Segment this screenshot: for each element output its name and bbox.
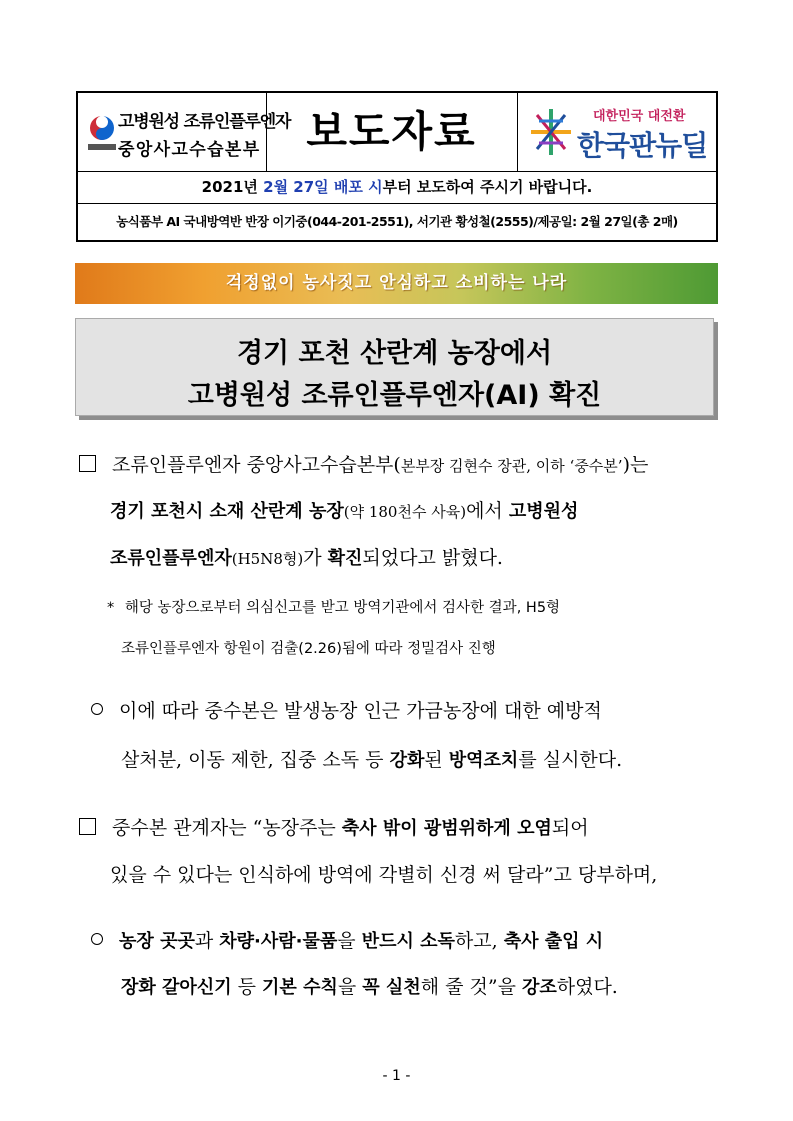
text: )는 <box>622 454 649 476</box>
text: 반드시 소독 <box>361 931 455 952</box>
text: 꼭 실천 <box>362 977 421 998</box>
text: 해당 농장으로부터 의심신고를 받고 방역기관에서 검사한 결과, H5형 <box>124 600 561 616</box>
footnote-line-1 <box>107 596 560 617</box>
text: 하고, <box>454 930 504 952</box>
text: 본부장 김현수 장관, 이하 ‘중수본’ <box>400 457 623 475</box>
text: 등 <box>231 976 263 998</box>
text: 고병원성 <box>508 501 579 522</box>
text: 하였다. <box>556 976 618 998</box>
release-text-b: 부터 보도하여 주시기 바랍니다. <box>382 178 593 196</box>
text: 방역조치 <box>448 750 519 771</box>
text: 를 실시한다. <box>518 749 623 771</box>
text: 기본 수칙 <box>262 977 338 998</box>
text: 차량·사람·물품 <box>219 931 338 952</box>
text: 강조 <box>521 977 557 998</box>
text: 중수본 관계자는 “농장주는 <box>112 817 342 839</box>
paragraph-4-line-1 <box>91 926 603 953</box>
government-emblem-icon <box>86 112 118 152</box>
circle-bullet-icon <box>91 703 103 715</box>
header-top-row <box>78 93 716 172</box>
headline-box <box>75 318 714 416</box>
press-release-title: 보도자료 <box>306 107 477 156</box>
text: 된 <box>424 749 449 771</box>
text: 조류인플루엔자 <box>110 548 232 569</box>
text: 축사 출입 시 <box>503 931 604 952</box>
text: 장화 갈아신기 <box>121 977 232 998</box>
newdeal-subtitle: 대한민국 대전환 <box>593 109 686 124</box>
paragraph-4-line-2 <box>121 972 618 999</box>
text: 을 <box>337 976 363 998</box>
text: (H5N8형) <box>231 550 304 568</box>
paragraph-3-line-1 <box>79 813 589 840</box>
text: 되어 <box>551 817 589 839</box>
footnote-star: * <box>107 600 115 616</box>
text: 에서 <box>466 500 509 522</box>
agency-name-line1: 고병원성 조류인플루엔자 <box>118 112 291 132</box>
text: 경기 포천시 소재 산란계 농장 <box>110 501 344 522</box>
newdeal-logo-cell <box>517 93 716 171</box>
headline-line2: 고병원성 조류인플루엔자(AI) 확진 <box>187 380 602 411</box>
text: 확진 <box>327 548 363 569</box>
text: 살처분, 이동 제한, 집중 소독 등 <box>121 749 390 771</box>
footnote-line-2: 조류인플루엔자 항원이 검출(2.26)됨에 따라 정밀검사 진행 <box>121 641 496 657</box>
paragraph-1-line-3 <box>110 543 503 570</box>
square-bullet-icon <box>79 455 96 472</box>
text: 가 <box>303 547 328 569</box>
text: 을 <box>337 930 362 952</box>
agency-name-line2: 중앙사고수습본부 <box>118 140 261 160</box>
text: 축사 밖이 광범위하게 오염 <box>341 818 552 839</box>
newdeal-title: 한국판뉴딜 <box>577 129 708 162</box>
text: 강화 <box>389 750 425 771</box>
square-bullet-icon <box>79 818 96 835</box>
circle-bullet-icon <box>91 933 103 945</box>
slogan-banner <box>75 263 718 304</box>
paragraph-2-line-1 <box>91 696 602 723</box>
contact-row: 농식품부 AI 국내방역반 반장 이기중(044-201-2551), 서기관 황성철(2555)/제공일: 2월 27일(총 2매) <box>116 214 678 229</box>
headline-line1: 경기 포천 산란계 농장에서 <box>236 338 553 369</box>
text: 과 <box>194 930 220 952</box>
paragraph-2-line-2 <box>121 745 622 772</box>
title-cell <box>266 93 518 171</box>
text: (약 180천수 사육) <box>343 503 467 521</box>
text: 이에 따라 중수본은 발생농장 인근 가금농장에 대한 예방적 <box>119 700 602 722</box>
text: 농장 곳곳 <box>119 931 195 952</box>
text: 해 줄 것”을 <box>420 976 522 998</box>
press-header-table <box>76 91 718 242</box>
agency-cell <box>78 93 291 171</box>
paragraph-3-line-2: 있을 수 있다는 인식하에 방역에 각별히 신경 써 달라”고 당부하며, <box>110 864 658 886</box>
paragraph-1-line-2 <box>110 496 578 523</box>
release-date-row <box>78 171 716 204</box>
release-date-highlight: 2월 27일 배포 시 <box>263 178 383 196</box>
slogan-text: 걱정없이 농사짓고 안심하고 소비하는 나라 <box>225 273 568 293</box>
paragraph-1-line-1 <box>79 450 648 477</box>
text: 조류인플루엔자 중앙사고수습본부( <box>112 454 401 476</box>
text: 되었다고 밝혔다. <box>362 547 503 569</box>
page-number: - 1 - <box>382 1068 411 1084</box>
release-text-a: 2021년 <box>201 178 264 196</box>
newdeal-logo-icon <box>529 107 573 157</box>
